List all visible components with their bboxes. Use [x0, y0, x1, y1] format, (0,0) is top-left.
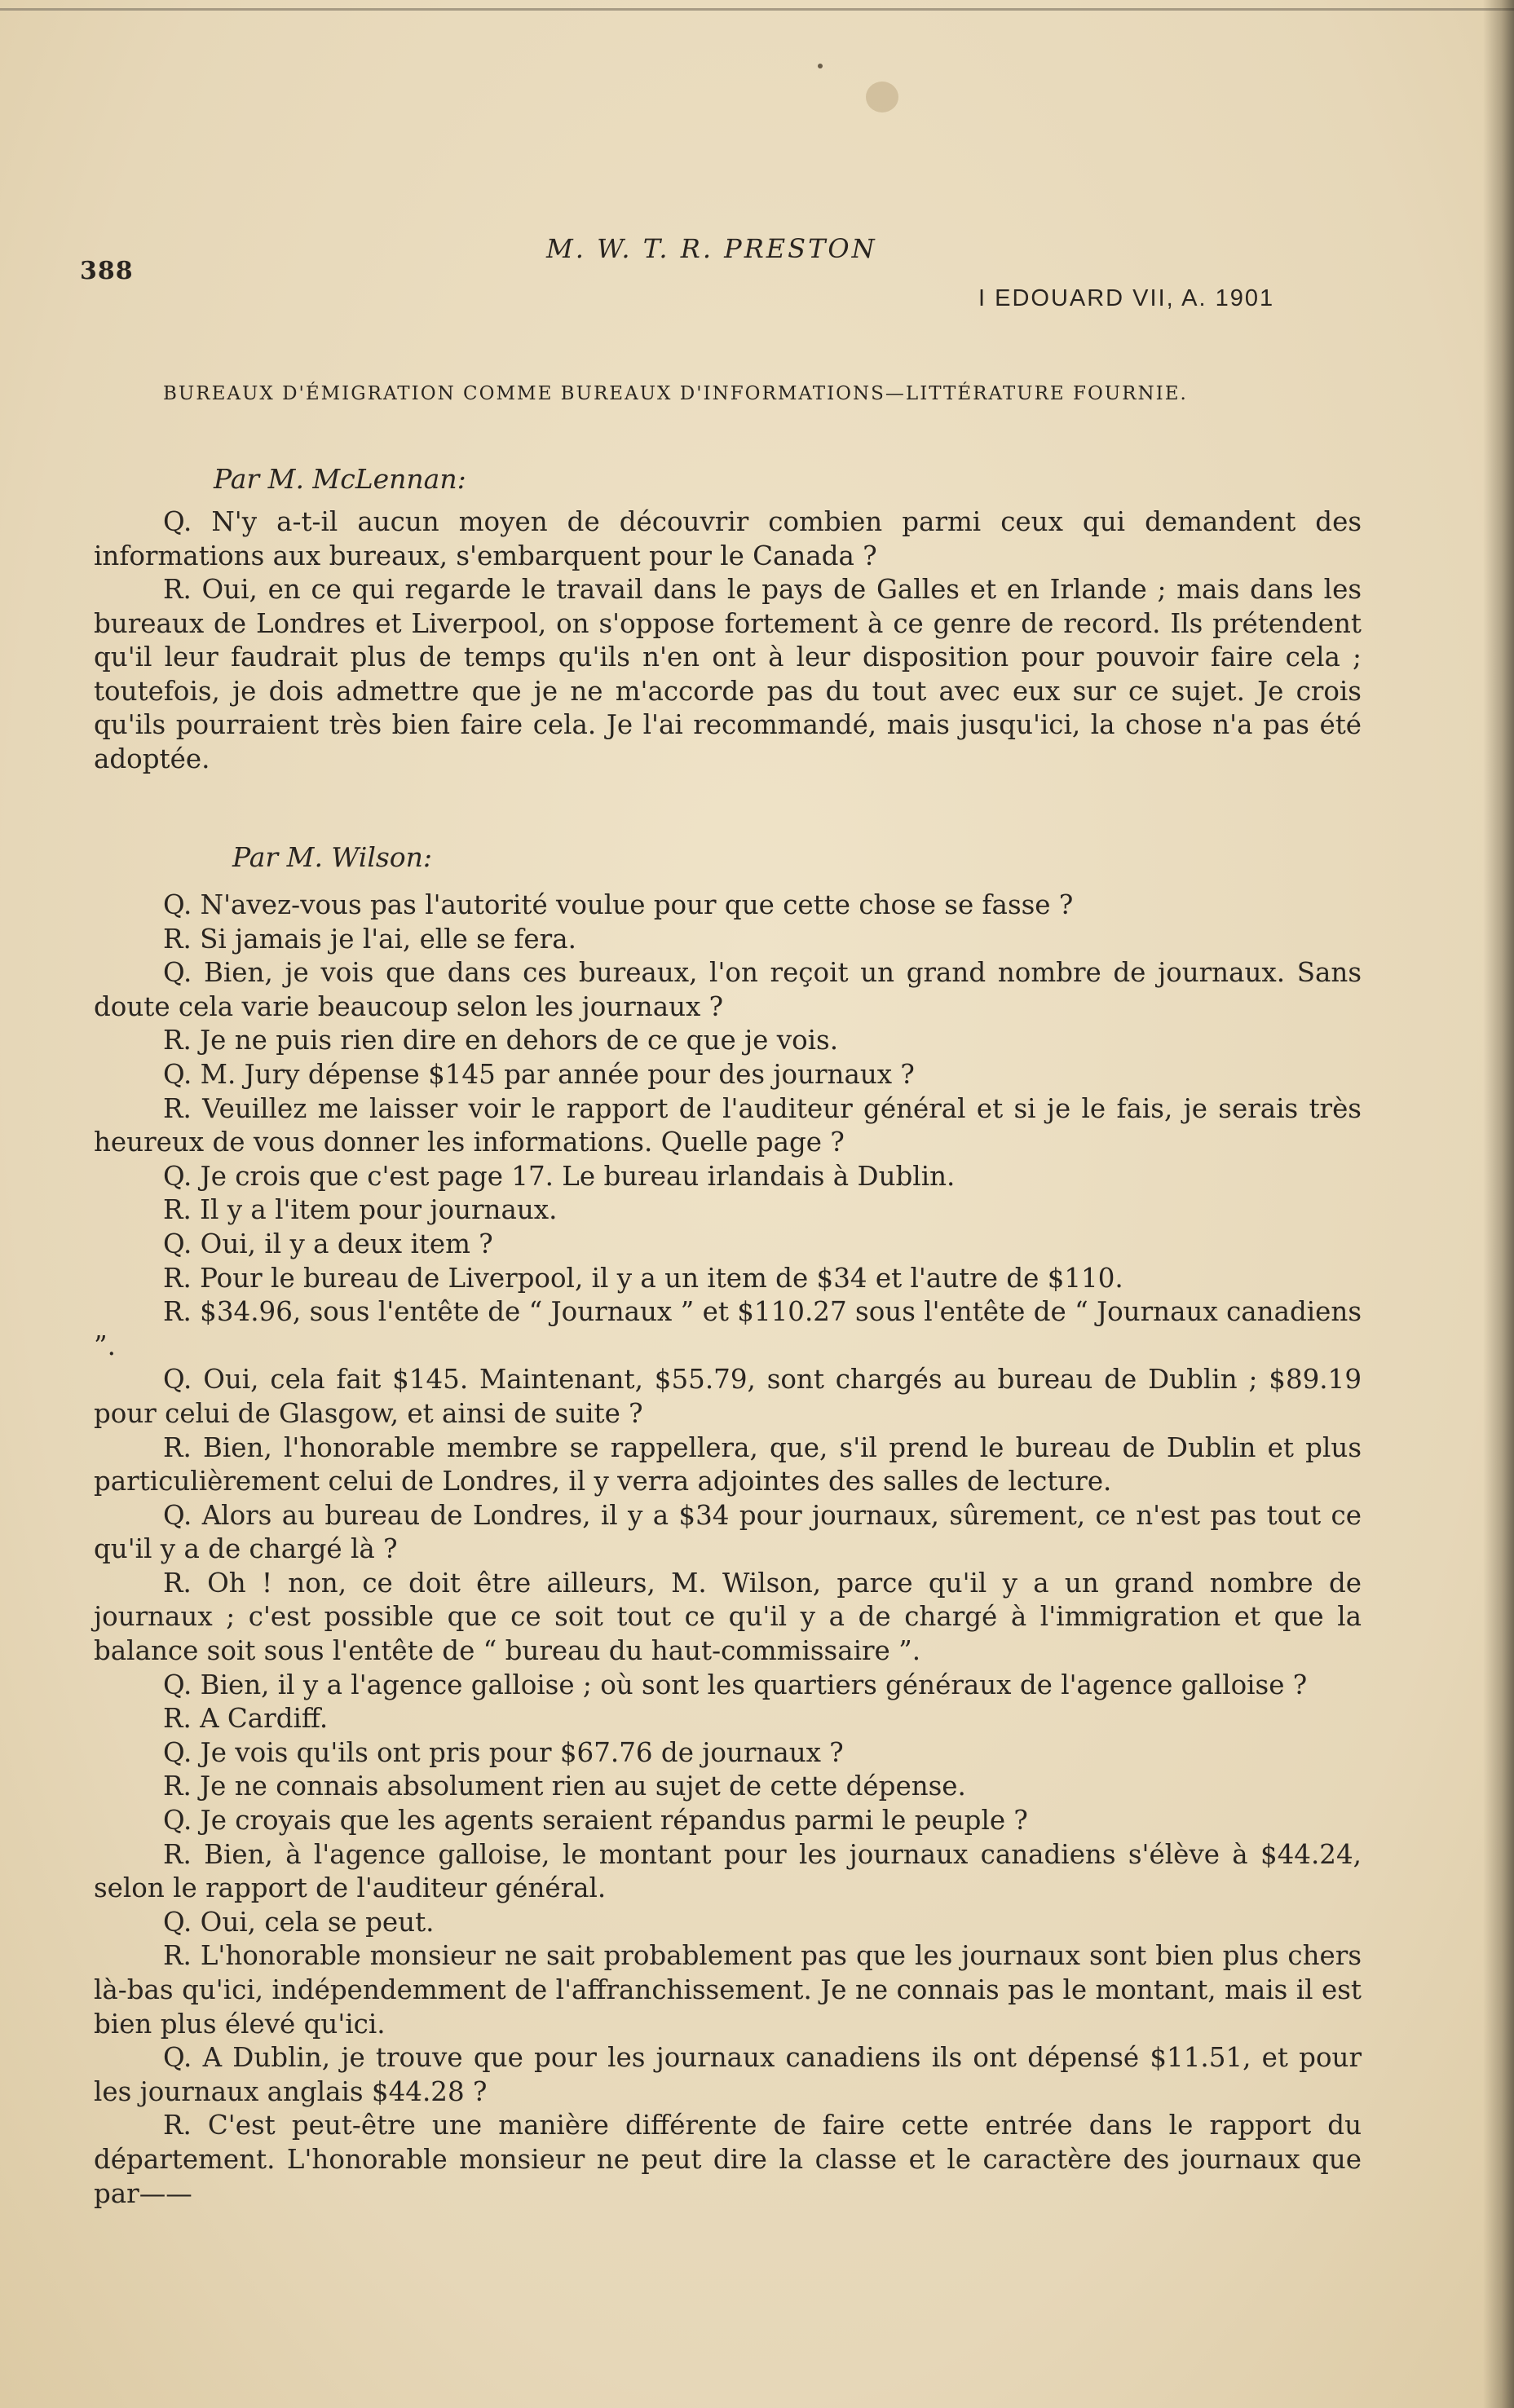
paragraph: R. Je ne puis rien dire en dehors de ce que je vois. — [163, 1025, 839, 1056]
paragraph: R. Veuillez me laisser voir le rapport de l'auditeur général et si je le fais, je serais très heureux de vous donner les informations. Quelle page ? — [94, 1092, 1362, 1158]
paragraph: R. $34.96, sous l'entête de “ Journaux ” et $110.27 sous l'entête de “ Journaux canadiens ”. — [94, 1296, 1362, 1361]
paragraph: R. C'est peut-être une manière différente de faire cette entrée dans le rapport du département. L'honorable monsieur ne peut dire la classe et le caractère des journaux que par—— — [94, 2110, 1362, 2209]
paragraph: Q. Bien, je vois que dans ces bureaux, l'on reçoit un grand nombre de journaux. Sans doute cela varie beaucoup selon les journaux ? — [94, 957, 1362, 1022]
ink-speck — [818, 64, 823, 68]
speaker-heading-wilson: Par M. Wilson: — [232, 841, 433, 873]
speaker-heading-mclennan: Par M. McLennan: — [214, 463, 466, 495]
paragraph: R. Oh ! non, ce doit être ailleurs, M. Wilson, parce qu'il y a un grand nombre de journaux ; c'est possible que ce soit tout ce qu'il y a de chargé à l'immigration et que la balance soit sous l'entête de “ bureau du haut-commissaire ”. — [94, 1567, 1362, 1667]
paragraph: Q. Oui, cela se peut. — [163, 1906, 435, 1938]
paragraph: Q. Oui, cela fait $145. Maintenant, $55.79, sont chargés au bureau de Dublin ; $89.19 pour celui de Glasgow, et ainsi de suite ? — [94, 1364, 1362, 1429]
paragraph: R. L'honorable monsieur ne sait probablement pas que les journaux sont bien plus chers là-bas qu'ici, indépendemment de l'affranchissement. Je ne connais pas le montant, mais il est bien plus élevé qu'ici. — [94, 1940, 1362, 2040]
paragraph: Q. Bien, il y a l'agence galloise ; où sont les quartiers généraux de l'agence galloise ? — [163, 1669, 1308, 1700]
paper-stain — [866, 82, 898, 112]
page-number: 388 — [80, 257, 134, 285]
testimony-block-mclennan — [94, 505, 1362, 776]
paragraph: Q. N'avez-vous pas l'autorité voulue pour que cette chose se fasse ? — [163, 889, 1074, 920]
paragraph: R. Bien, l'honorable membre se rappellera, que, s'il prend le bureau de Dublin et plus particulièrement celui de Londres, il y verra adjointes des salles de lecture. — [94, 1431, 1362, 1497]
paragraph: R. Il y a l'item pour journaux. — [163, 1194, 558, 1226]
paragraph: R. Si jamais je l'ai, elle se fera. — [163, 923, 576, 955]
paragraph-question: Q. N'y a-t-il aucun moyen de découvrir combien parmi ceux qui demandent des informations aux bureaux, s'embarquent pour le Canada ? — [94, 506, 1362, 571]
paragraph: Q. A Dublin, je trouve que pour les journaux canadiens ils ont dépensé $11.51, et pour les journaux anglais $44.28 ? — [94, 2042, 1362, 2107]
running-title: M. W. T. R. PRESTON — [546, 233, 877, 264]
paragraph-answer: R. Oui, en ce qui regarde le travail dans le pays de Galles et en Irlande ; mais dans les bureaux de Londres et Liverpool, on s'oppose fortement à ce genre de record. Ils prétendent qu'il leur faudrait plus de temps qu'ils n'en ont à leur disposition pour pouvoir faire cela ; toutefois, je dois admettre que je ne m'accorde pas du tout avec eux sur ce sujet. Je crois qu'ils pourraient très bien faire cela. Je l'ai recommandé, mais jusqu'ici, la chose n'a pas été adoptée. — [94, 574, 1362, 774]
testimony-block-wilson — [94, 889, 1362, 2211]
paragraph: Q. Je croyais que les agents seraient répandus parmi le peuple ? — [163, 1805, 1028, 1837]
section-heading: BUREAUX D'ÉMIGRATION COMME BUREAUX D'INFORMATIONS—LITTÉRATURE FOURNIE. — [163, 383, 1188, 404]
volume-label: I EDOUARD VII, A. 1901 — [978, 285, 1275, 311]
paragraph: R. Bien, à l'agence galloise, le montant pour les journaux canadiens s'élève à $44.24, selon le rapport de l'auditeur général. — [94, 1838, 1362, 1904]
top-edge-rule — [0, 8, 1514, 11]
paragraph: R. A Cardiff. — [163, 1703, 329, 1735]
binding-gutter-shadow — [1483, 0, 1514, 2408]
paragraph: Q. Oui, il y a deux item ? — [163, 1228, 493, 1259]
paragraph: Q. Je crois que c'est page 17. Le bureau irlandais à Dublin. — [163, 1160, 956, 1192]
paragraph: Q. M. Jury dépense $145 par année pour des journaux ? — [163, 1058, 915, 1090]
paragraph: R. Pour le bureau de Liverpool, il y a un item de $34 et l'autre de $110. — [163, 1262, 1123, 1294]
paragraph: R. Je ne connais absolument rien au sujet de cette dépense. — [163, 1771, 966, 1802]
paragraph: Q. Alors au bureau de Londres, il y a $34 pour journaux, sûrement, ce n'est pas tout ce qu'il y a de chargé là ? — [94, 1499, 1362, 1565]
paragraph: Q. Je vois qu'ils ont pris pour $67.76 de journaux ? — [163, 1736, 844, 1768]
